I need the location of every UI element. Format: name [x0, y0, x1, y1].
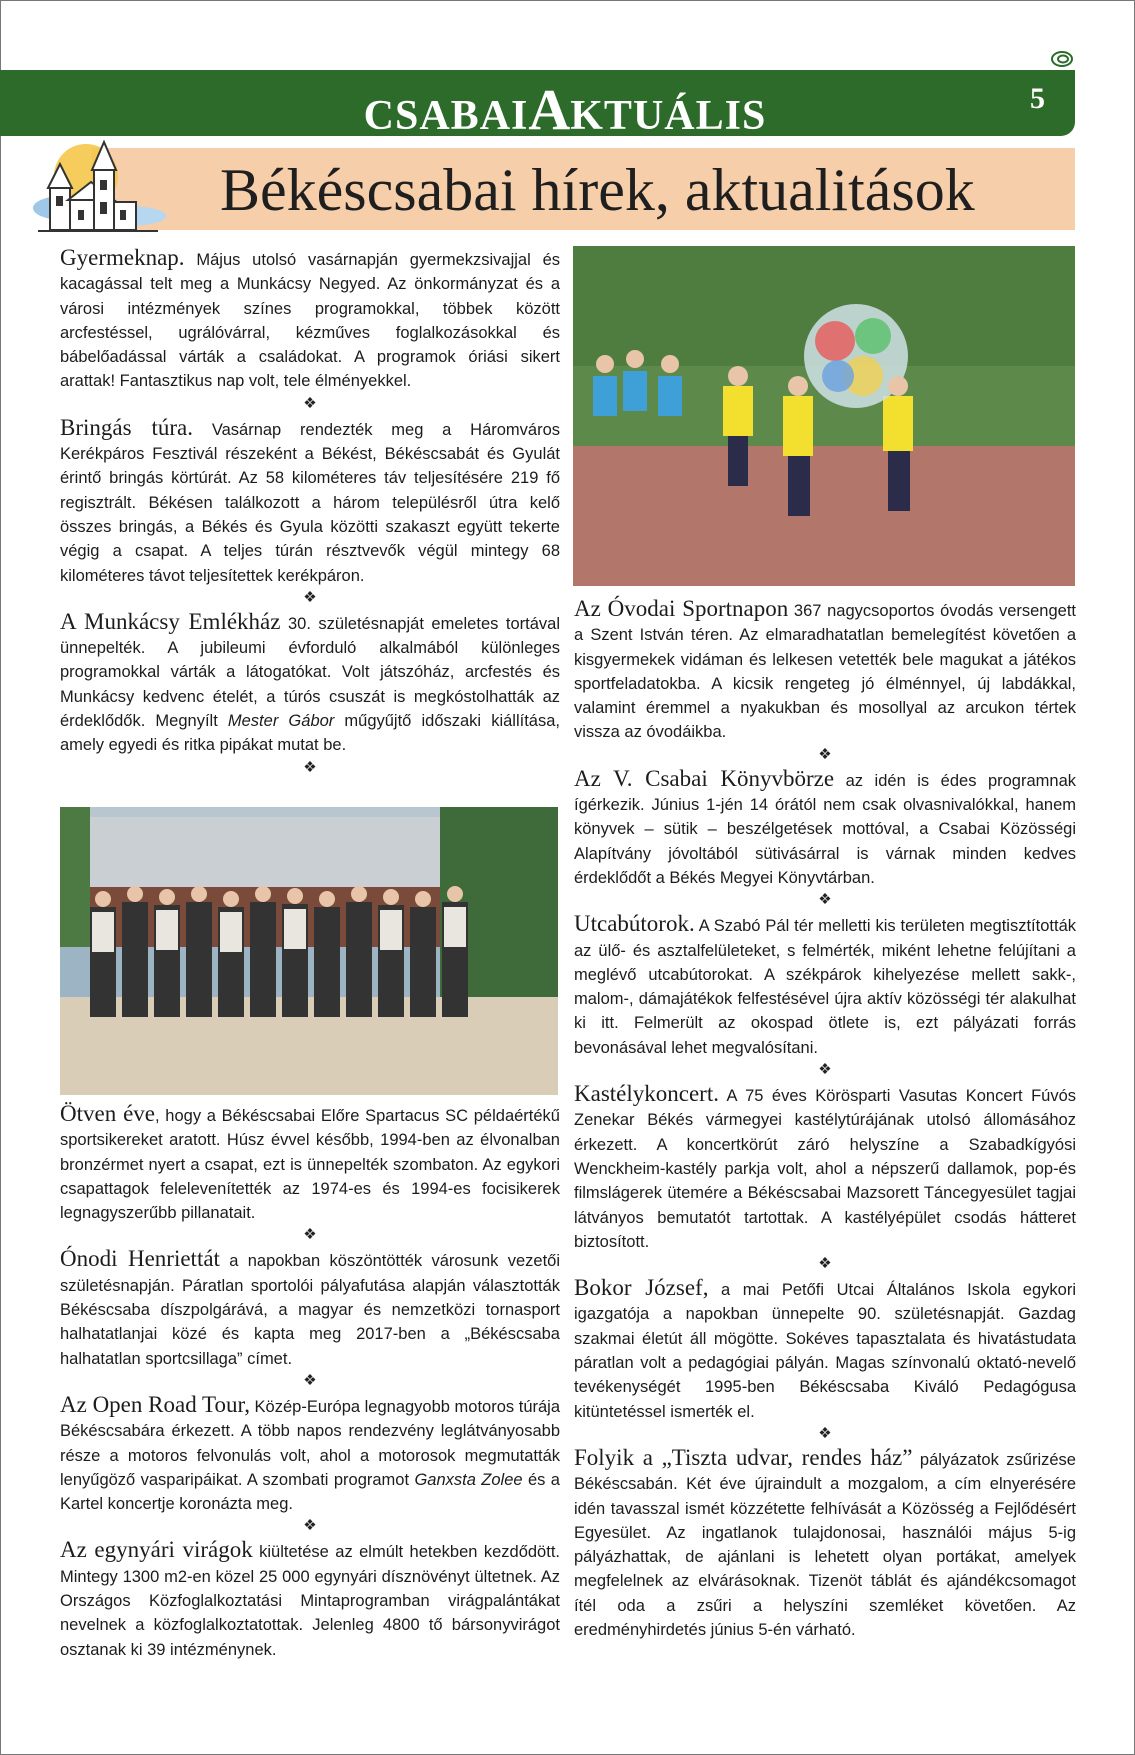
separator-ornament: ❖: [303, 758, 317, 776]
separator-ornament: ❖: [818, 1255, 832, 1273]
article-onodi-henrietta: [60, 1247, 560, 1370]
article-text: a mai Petőfi Utcai Általános Iskola egykori igazgatója a napokban ünnepelte 90. születésnapját. Gazdag szakmai életút áll mögötte. Sokéves tapasztalata és hivatástudata páratlan volt a pedagógiai pályán. Magas színvonalú oktató-nevelő tevékenységét 1995-ben Békéscsaba Kiváló Pedagógusa kitüntetéssel ismerték el.: [574, 1281, 1077, 1421]
article-lead: Az Óvodai Sportnapon: [574, 596, 789, 621]
article-lead: Ötven éve: [60, 1101, 155, 1126]
separator-ornament: ❖: [303, 588, 317, 606]
separator-ornament: ❖: [303, 1517, 317, 1535]
article-utcabutorok: [574, 912, 1076, 1060]
article-konyvborze: [574, 767, 1076, 890]
article-lead: Bringás túra.: [60, 414, 194, 440]
article-lead: Az egynyári virágok: [60, 1537, 253, 1563]
article-lead: Gyermeknap.: [60, 245, 185, 270]
article-lead: Kastélykoncert.: [574, 1081, 719, 1107]
right-column: [574, 597, 1076, 1642]
article-text: pályázatok zsűrizése Békéscsabán. Két éve újraindult a mozgalom, a cím elnyerésére idén tavasszal ismét közzétette felhívását a Közösség a Fejlődésért Egyesület. Az ingatlanok tulajdonosai, használói május 5-ig pályázhattak, de ajánlani is lehetett olyan portákat, amelyek megfelelnek az elvárásoknak. Tizenöt táblát és ajándékcsomagot ítél oda a zsűri a helyszíni szemléket követően. Az eredményhirdetés június 5-én várható.: [574, 1450, 1076, 1639]
article-kastelykoncert: [574, 1082, 1076, 1254]
article-text: és a Kartel koncertje koronázta meg.: [60, 1470, 560, 1514]
photo-team-group: [60, 807, 558, 1095]
article-text: kiültetése az elmúlt hetekben kezdődött. Mintegy 1300 m2-en közel 25 000 egynyári dísznövényt ültetnek. Az Országos Közfoglalkoztatási Mintaprogramban virágpalántákat nevelnek a közfoglalkoztatottak. Jelenleg 4800 tő bársonyvirágot osztanak ki 39 intézménynek.: [60, 1543, 560, 1659]
masthead-part2: A: [528, 77, 571, 142]
article-lead: A Munkácsy Emlékház: [60, 608, 281, 634]
article-munkacsy-emlekhaz: [60, 610, 560, 758]
photo-kindergarten-sports-day: [573, 246, 1075, 586]
article-lead: Az V. Csabai Könyvbörze: [574, 765, 835, 791]
article-tiszta-udvar: [574, 1446, 1076, 1642]
masthead: [350, 76, 780, 142]
article-lead: Utcabútorok.: [574, 911, 695, 937]
article-lead: Az Open Road Tour,: [60, 1391, 250, 1417]
article-gyermeknap: [60, 246, 560, 394]
separator-ornament: ❖: [818, 1061, 832, 1079]
separator-ornament: ❖: [818, 1424, 832, 1442]
article-bringas-tura: [60, 416, 560, 588]
left-column: [60, 246, 560, 780]
article-egynyari-viragok: [60, 1538, 560, 1661]
article-text: Közép-Európa legnagyobb motoros túrája Békéscsabára érkezett. A több napos rendezvény leglátványosabb része a motoros felvonulás volt, ahol a motorosok megmutatták lenyűgöző vasparipáikat. A szombati programot: [60, 1397, 561, 1489]
article-bokor-jozsef: [574, 1276, 1076, 1424]
separator-ornament: ❖: [303, 394, 317, 412]
article-open-road-tour: [60, 1393, 560, 1516]
article-text: Május utolsó vasárnapján gyermekzsivajjal és kacagással telt meg a Munkácsy Negyed. Az önkormányzat és a városi intézmények színes programokkal, többek között arcfestéssel, ugrálóvárral, kézműves foglalkozásokkal és bábelőadással várták a családokat. A programok óriási sikert arattak! Fantasztikus nap volt, tele élményekkel.: [60, 251, 560, 391]
article-text: az idén is édes programnak ígérkezik. Június 1-jén 14 órától nem csak olvasnivalókkal, hanem könyvek – sütik – beszélgetések mottóval, a Csabai Közösségi Alapítvány jóvoltából sütivásárral is várnak minden kedves érdeklődőt a Békés Megyei Könyvtárban.: [574, 771, 1076, 887]
article-lead: Folyik a „Tiszta udvar, rendes ház”: [574, 1444, 913, 1470]
masthead-part1: CSABAI: [363, 93, 529, 139]
article-text: 30. születésnapját emeletes tortával ünnepelték. A jubileumi évforduló alkalmából különleges programokkal várták a látogatókat. Volt játszóház, arcfestés és Munkácsy kedvenc ételét, a túrós csuszát is megkóstolhatták az érdeklődők. Megnyílt: [60, 614, 560, 731]
article-lead: Ónodi Henriettát: [60, 1246, 220, 1272]
article-otven-eve: [60, 1102, 560, 1225]
church-logo-icon: [28, 138, 168, 242]
article-text: műgyűjtő időszaki kiállítása, amely egyedi és ritka pipákat mutat be.: [60, 712, 560, 755]
left-column-lower: [60, 1102, 560, 1662]
article-text: 367 nagycsoportos óvodás versengett a Szent István téren. Az elmaradhatatlan bemelegítést követően a kisgyermekek vidáman és lelkesen vetették bele magukat a játékos sportfeladatokba. A kicsik rengeteg jó élménnyel, új labdákkal, valamint éremmel a nyakukban és mosollyal az arcukon tértek vissza az óvodáikba.: [574, 602, 1077, 742]
separator-ornament: ❖: [303, 1371, 317, 1389]
swirl-ornament-icon: [1050, 50, 1074, 68]
article-ovodai-sportnap: [574, 597, 1076, 745]
article-text: a napokban köszöntötték városunk vezetői születésnapján. Páratlan sportolói pályafutása alapján választották Békéscsaba díszpolgárává, a magyar és nemzetközi tornasport halhatatlanjai közé és kapta meg 2017-ben a „Békéscsaba halhatatlan sportcsillaga” címet.: [60, 1252, 560, 1368]
section-title: Békéscsabai hírek, aktualitások: [220, 157, 975, 223]
article-text: Vasárnap rendezték meg a Háromváros Kerékpáros Fesztivál részeként a Békést, Békéscsabát és Gyulát érintő bringás körtúrát. Az 58 kilométeres táv teljesítésére 219 fő regisztrált. Békésen találkozott a három településről útra kelő összes bringás, a Békés és Gyula közötti szakaszt együtt tekerte végig a csapat. A teljes túrán résztvevők végül mintegy 68 kilométeres távot teljesítettek kerékpáron.: [60, 420, 561, 585]
page-number: 5: [1030, 82, 1045, 115]
article-italic-name: Ganxsta Zolee: [414, 1470, 523, 1489]
article-italic-name: Mester Gábor: [227, 712, 335, 731]
article-text: , hogy a Békéscsabai Előre Spartacus SC példaértékű sportsikereket aratott. Húsz évvel később, 1994-ben az élvonalban bronzérmet nyert a csapat, ezt is ünnepelték szombaton. Az egykori csapattagok felelevenítették az 1974-es és 1994-es focisikerek legnagyszerűbb pillanatait.: [60, 1107, 560, 1223]
masthead-part3: KTUÁLIS: [570, 93, 767, 139]
separator-ornament: ❖: [818, 745, 832, 763]
separator-ornament: ❖: [818, 891, 832, 909]
article-text: A Szabó Pál tér melletti kis területen megtisztították az ülő- és asztalfelületeket, s felmérték, miként lehetne felújítani a meglévő utcabútorokat. A székpárok kihelyezése mellett sakk-, malom-, dámajátékok felfestésével újra aktív közösségi tér alakulhat ki itt. Felmerült az okospad ötlete is, ezt pályázati forrás bevonásával lehet megvalósítani.: [574, 917, 1076, 1057]
article-lead: Bokor József,: [574, 1275, 709, 1301]
separator-ornament: ❖: [303, 1226, 317, 1244]
article-text: A 75 éves Körösparti Vasutas Koncert Fúvós Zenekar Békés vármegyei kastélytúrájának utolsó állomásához érkezett. A koncertkörút záró helyszíne a Szabadkígyósi Wenckheim-kastély parkja volt, ahol a népszerű dallamok, pop-és filmslágerek ütemére a Békéscsabai Mazsorett Táncegyesület tagjai látványos bemutatót tartottak. A kastélyépület csodás hátteret biztosított.: [574, 1087, 1076, 1251]
